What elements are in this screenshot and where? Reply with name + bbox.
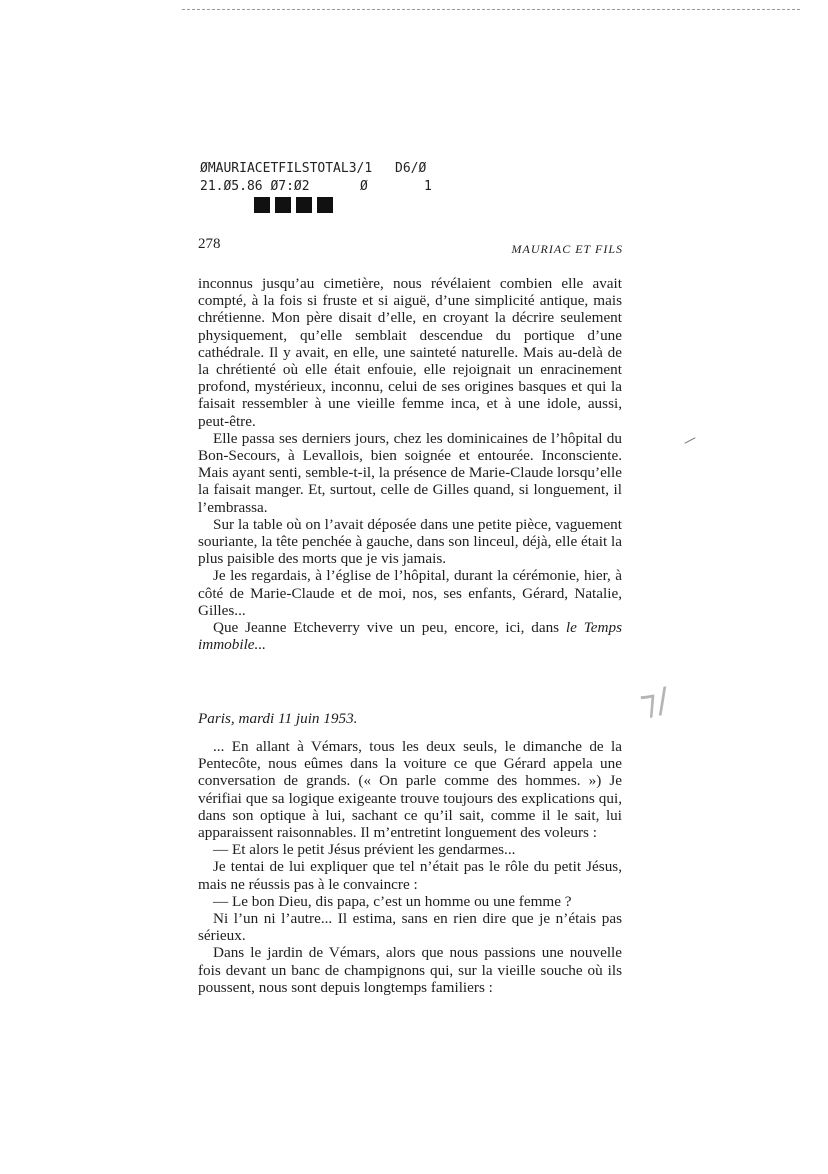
paragraph: Ni l’un ni l’autre... Il estima, sans en rien dire que je n’étais pas sérieux. <box>198 910 622 945</box>
dateline: Paris, mardi 11 juin 1953. <box>198 710 358 727</box>
header-code-line2-c: 1 <box>424 179 432 194</box>
paragraph: Je tentai de lui expliquer que tel n’était pas le rôle du petit Jésus, mais ne réussis pas à le convaincre : <box>198 858 622 893</box>
body-text-upper <box>198 275 622 653</box>
paragraph: Je les regardais, à l’église de l’hôpital, durant la cérémonie, hier, à côté de Marie-Claude et de moi, nos, ses enfants, Gérard, Natalie, Gilles... <box>198 567 622 619</box>
redaction-bar <box>317 197 333 213</box>
page-number: 278 <box>198 236 221 252</box>
dialogue-line: — Et alors le petit Jésus prévient les gendarmes... <box>213 841 516 859</box>
paragraph: ... En allant à Vémars, tous les deux seuls, le dimanche de la Pentecôte, nous eûmes dans la voiture ce que Gérard appela une conversation de grands. (« On parle comme des hommes. ») Je vérifiai que sa logique exigeante trouve toujours des explications qui, dans son optique à lui, sachant ce qu’il sait, comme il le sait, lui apparaissent raisonnables. Il m’entretint longuement des voleurs : <box>198 738 622 842</box>
running-head: MAURIAC ET FILS <box>511 242 623 256</box>
redaction-bars <box>254 197 333 213</box>
header-code-line1-a: ØMAURIACETFILSTOTAL3/1 <box>200 161 373 176</box>
paragraph: inconnus jusqu’au cimetière, nous révélaient combien elle avait compté, à la fois si fruste et si aiguë, d’une simplicité antique, mais chrétienne. Mon père disait d’elle, en croyant la décrire seulement physiquement, qu’elle semblait descendue du portique d’une cathédrale. Il y avait, en elle, une sainteté naturelle. Mais au-delà de la chrétienté où elle était enfouie, elle rejoignait un enracinement profond, mystérieux, inconnu, celui de ses origines basques et qui la faisait ressembler à une vieille femme inca, et à une idole, aussi, peut-être. <box>198 275 622 430</box>
margin-pencil-note: ⁊/ <box>637 680 672 724</box>
redaction-bar <box>275 197 291 213</box>
body-text-lower <box>198 738 622 996</box>
top-dashed-rule <box>182 9 800 10</box>
paragraph <box>198 619 622 653</box>
margin-pencil-tick <box>684 437 695 444</box>
dialogue-line: — Le bon Dieu, dis papa, c’est un homme ou une femme ? <box>213 892 572 910</box>
paragraph: Elle passa ses derniers jours, chez les dominicaines de l’hôpital du Bon-Secours, à Levallois, bien soignée et entourée. Inconsciente. Mais ayant senti, semble-t-il, la présence de Marie-Claude lorsqu’elle la faisait manger. Et, surtout, celle de Gilles quand, si longuement, il l’embrassa. <box>198 429 622 516</box>
paragraph-text: Que Jeanne Etcheverry vive un peu, encore, ici, dans <box>213 619 566 637</box>
book-title: le Temps immobile... <box>198 619 622 654</box>
paragraph: Dans le jardin de Vémars, alors que nous passions une nouvelle fois devant un banc de champignons qui, sur la vieille souche où ils poussent, nous sont depuis longtemps familiers : <box>198 944 622 996</box>
header-code-line2-a: 21.Ø5.86 Ø7:Ø2 <box>200 179 310 194</box>
header-code-line1-b: D6/Ø <box>395 161 427 176</box>
redaction-bar <box>296 197 312 213</box>
header-code-line2-b: Ø <box>360 179 368 194</box>
redaction-bar <box>254 197 270 213</box>
paragraph: Sur la table où on l’avait déposée dans une petite pièce, vaguement souriante, la tête penchée à gauche, dans son linceul, déjà, elle était la plus paisible des morts que je vis jamais. <box>198 515 622 568</box>
